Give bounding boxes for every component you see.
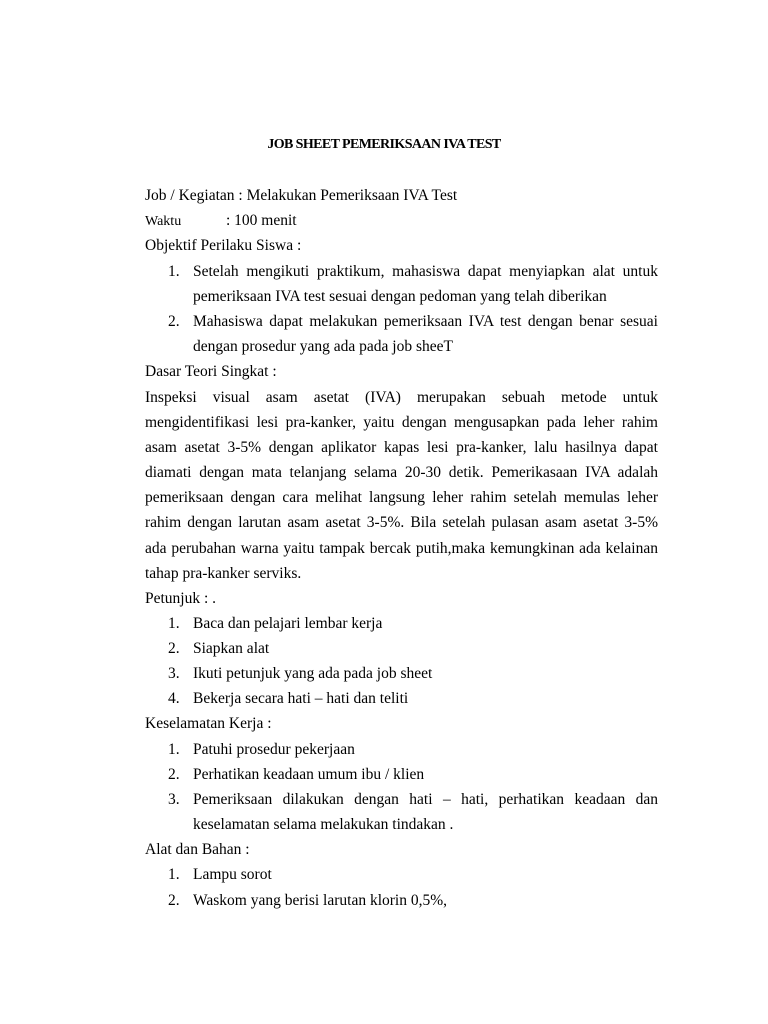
keselamatan-item-text: Patuhi prosedur pekerjaan [193, 741, 355, 758]
dasar-teori-heading: Dasar Teori Singkat : [145, 363, 277, 380]
dasar-teori-line: mengidentifikasi lesi pra-kanker, yaitu dengan mengusapkan pada leher rahim [145, 414, 658, 431]
keselamatan-item-number: 1. [168, 741, 180, 758]
objektif-item-text: Mahasiswa dapat melakukan pemeriksaan IVA test dengan benar sesuai [193, 313, 658, 330]
petunjuk-item-text: Bekerja secara hati – hati dan teliti [193, 690, 409, 707]
waktu-label: Waktu [145, 214, 182, 229]
alat-bahan-item-text: Lampu sorot [193, 866, 272, 883]
petunjuk-item-text: Baca dan pelajari lembar kerja [193, 615, 383, 632]
waktu-value: : 100 menit [226, 212, 297, 229]
objektif-item-number: 2. [168, 313, 180, 330]
dasar-teori-line: asam asetat 3-5% dengan aplikator kapas lesi pra-kanker, lalu hasilnya dapat [145, 439, 658, 456]
dasar-teori-line: rahim dengan larutan asam asetat 3-5%. Bila setelah pulasan asam asetat 3-5% [145, 514, 658, 531]
keselamatan-item-text: Pemeriksaan dilakukan dengan hati – hati, perhatikan keadaan dan [193, 791, 658, 808]
keselamatan-item-number: 2. [168, 766, 180, 783]
keselamatan-item-text: keselamatan selama melakukan tindakan . [193, 816, 454, 833]
petunjuk-item-number: 1. [168, 615, 180, 632]
alat-bahan-item-number: 1. [168, 866, 180, 883]
petunjuk-item-text: Siapkan alat [193, 640, 270, 657]
objektif-item-number: 1. [168, 263, 180, 280]
objektif-heading: Objektif Perilaku Siswa : [145, 237, 302, 254]
petunjuk-heading: Petunjuk : . [145, 590, 217, 607]
dasar-teori-line: ada perubahan warna yaitu tampak bercak putih,maka kemungkinan ada kelainan [145, 540, 658, 557]
keselamatan-item-text: Perhatikan keadaan umum ibu / klien [193, 766, 425, 783]
dasar-teori-line: Inspeksi visual asam asetat (IVA) merupakan sebuah metode untuk [145, 389, 658, 406]
petunjuk-item-number: 4. [168, 690, 180, 707]
objektif-item-text: pemeriksaan IVA test sesuai dengan pedoman yang telah diberikan [193, 288, 607, 305]
keselamatan-item-number: 3. [168, 791, 180, 808]
objektif-item-text: Setelah mengikuti praktikum, mahasiswa dapat menyiapkan alat untuk [193, 263, 658, 280]
objektif-item-text: dengan prosedur yang ada pada job sheeT [193, 338, 453, 355]
alat-bahan-item-number: 2. [168, 892, 180, 909]
petunjuk-item-number: 2. [168, 640, 180, 657]
dasar-teori-line: pemeriksaan dengan cara melihat langsung leher rahim setelah memulas leher [145, 489, 658, 506]
petunjuk-item-text: Ikuti petunjuk yang ada pada job sheet [193, 665, 433, 682]
document-title: JOB SHEET PEMERIKSAAN IVA TEST [267, 137, 501, 152]
petunjuk-item-number: 3. [168, 665, 180, 682]
dasar-teori-line: tahap pra-kanker serviks. [145, 565, 302, 582]
alat-bahan-item-text: Waskom yang berisi larutan klorin 0,5%, [193, 892, 448, 909]
dasar-teori-line: diamati dengan mata telanjang selama 20-30 detik. Pemerikasaan IVA adalah [145, 464, 658, 481]
job-line: Job / Kegiatan : Melakukan Pemeriksaan IVA Test [145, 187, 458, 204]
alat-bahan-heading: Alat dan Bahan : [145, 841, 250, 858]
keselamatan-heading: Keselamatan Kerja : [145, 715, 272, 732]
